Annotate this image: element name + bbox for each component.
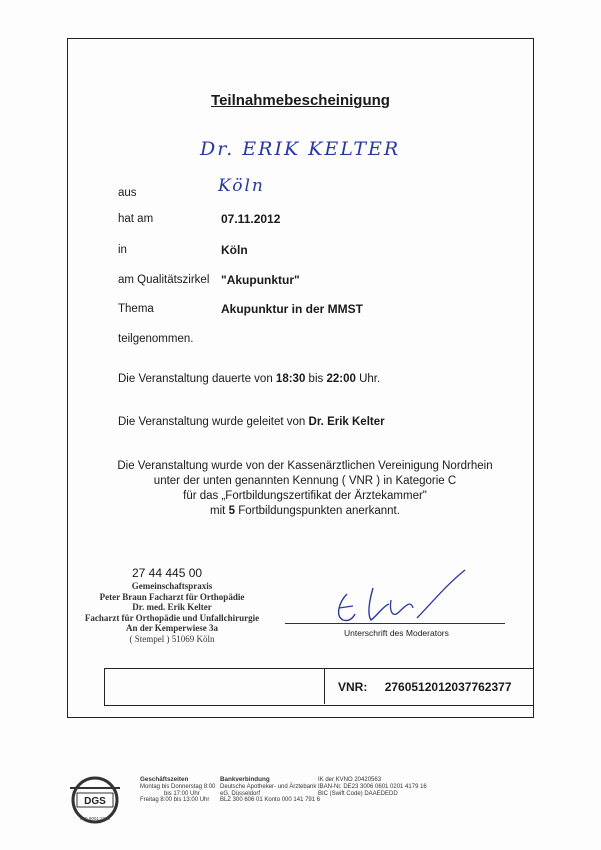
stamp-line3: Dr. med. Erik Kelter [132,602,212,612]
footer-bank: Bankverbindung Deutsche Apotheker- und Ärztebank eG, Düsseldorf BLZ 300 606 01 Konto 000 141 791 6 [220,776,321,804]
vnr-value: 2760512012037762377 [384,680,512,694]
bank-title: Bankverbindung [220,776,270,783]
date-label: hat am [118,213,154,225]
accreditation-line2: unter der unten genannten Kennung ( VNR ) in Kategorie C [153,475,457,487]
place-label: in [118,244,127,256]
moderator-signature [325,566,475,628]
footer-ids [318,777,427,797]
points-value: 5 [228,505,235,517]
stamp-line1: Gemeinschaftspraxis [131,581,213,591]
ik-number: IK der KVNO 20420563 [318,777,382,783]
place-value: Köln [221,243,248,257]
stamp-line4: Facharzt für Orthopädie und Unfallchirurgie [84,612,260,623]
practice-stamp [82,581,262,644]
duration-to: 22:00 [326,373,356,385]
accreditation-line1: Die Veranstaltung wurde von der Kassenärztlichen Vereinigung Nordrhein [117,460,493,472]
stamp-line5: An der Kemperwiese 3a [125,623,219,633]
certification-logo [60,770,130,825]
duration-text [118,373,380,385]
signature-caption: Unterschrift des Moderators [344,628,449,638]
stamp-line2: Peter Braun Facharzt für Orthopädie [99,591,245,602]
circle-value: "Akupunktur" [221,273,300,287]
duration-mid: bis [308,373,324,385]
stamp-line6: ( Stempel ) 51069 Köln [129,633,215,644]
circle-label: am Qualitätszirkel [118,274,210,286]
footer-hours: Geschäftszeiten Montag bis Donnerstag 8:00 bis 17:00 Uhr Freitag 8:00 bis 13:00 Uhr [140,776,216,804]
document-title: Teilnahmebescheinigung [211,92,390,109]
accreditation-line4: mit 5 Fortbildungspunkten anerkannt. [210,505,400,517]
accreditation-text [60,459,550,519]
leader-prefix: Die Veranstaltung wurde geleitet von [118,416,306,428]
iban: IBAN-Nr. DE23 3006 0601 0201 4179 16 [318,783,427,790]
practice-number: 27 44 445 00 [132,566,203,580]
accreditation-line3: für das „Fortbildungszertifikat der Ärztekammer" [183,490,427,502]
duration-suffix: Uhr. [359,373,381,385]
topic-value: Akupunktur in der MMST [221,302,363,316]
handwritten-city: Köln [218,176,265,196]
signature-line [285,623,505,624]
leader-name: Dr. Erik Kelter [308,416,385,428]
participated-text: teilgenommen. [118,333,194,345]
vnr-field [338,680,512,694]
topic-label: Thema [118,303,154,315]
bic: BIC (Swift Code) DAAEDEDD [318,790,398,797]
vnr-divider [324,668,325,704]
handwritten-name: Dr. ERIK KELTER [200,138,401,160]
date-value: 07.11.2012 [221,212,281,226]
duration-from: 18:30 [275,373,306,385]
aus-label: aus [118,187,137,199]
leader-text [118,416,385,428]
duration-prefix: Die Veranstaltung dauerte von [118,373,273,385]
logo-iso: ISO 9001:2008 [79,816,111,821]
logo-text: DGS [84,796,106,807]
vnr-label: VNR: [338,680,368,694]
hours-title: Geschäftszeiten [140,776,189,783]
